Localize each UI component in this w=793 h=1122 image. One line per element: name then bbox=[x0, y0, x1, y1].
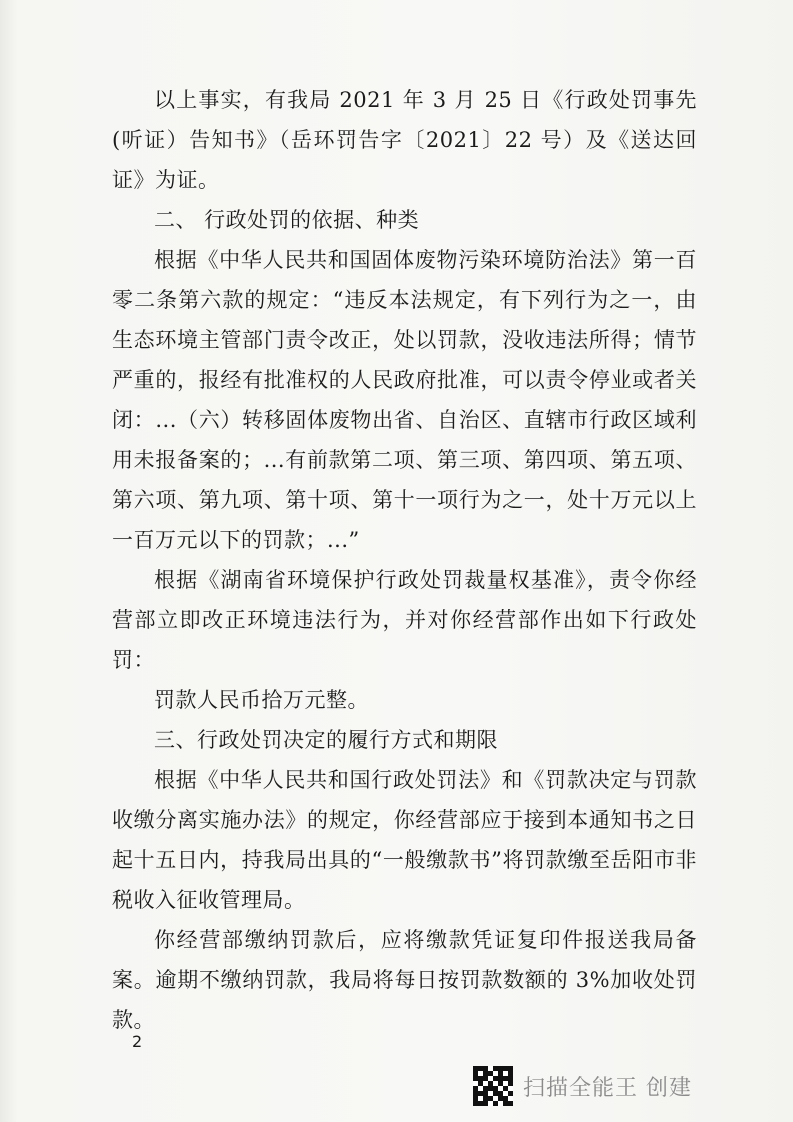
heading-performance: 三、行政处罚决定的履行方式和期限 bbox=[154, 728, 498, 752]
paragraph-payment-method: 根据《中华人民共和国行政处罚法》和《罚款决定与罚款收缴分离实施办法》的规定，你经营部应于接到本通知书之日起十五日内，持我局出具的“一般缴款书”将罚款缴至岳阳市非税收入征收管理局。 bbox=[112, 768, 697, 912]
paragraph-late-payment: 你经营部缴纳罚款后，应将缴款凭证复印件报送我局备案。逾期不缴纳罚款，我局将每日按罚款数额的 3%加收处罚款。 bbox=[112, 928, 697, 1032]
paragraph-penalty-amount: 罚款人民币拾万元整。 bbox=[154, 688, 369, 712]
paragraph-legal-basis: 根据《中华人民共和国固体废物污染环境防治法》第一百零二条第六款的规定：“违反本法规定，有下列行为之一，由生态环境主管部门责令改正，处以罚款，没收违法所得；情节严重的，报经有批准权的人民政府批准，可以责令停业或者关闭：...（六）转移固体废物出省、自治区、直辖市行政区域利用未报备案的；...有前款第二项、第三项、第四项、第五项、第六项、第九项、第十项、第十一项行为之一，处十万元以上一百万元以下的罚款；...” bbox=[112, 248, 697, 552]
document-body bbox=[112, 80, 697, 1040]
paragraph-evidence: 以上事实，有我局 2021 年 3 月 25 日《行政处罚事先(听证）告知书》（岳环罚告字〔2021〕22 号）及《送达回证》为证。 bbox=[112, 88, 697, 192]
paragraph-discretion-basis: 根据《湖南省环境保护行政处罚裁量权基准》，责令你经营部立即改正环境违法行为，并对你经营部作出如下行政处罚： bbox=[112, 568, 697, 672]
page-number: 2 bbox=[132, 1032, 143, 1051]
qr-code-icon bbox=[473, 1066, 513, 1106]
watermark-label: 扫描全能王 创建 bbox=[523, 1075, 692, 1101]
scanner-watermark bbox=[473, 1062, 692, 1110]
heading-basis: 二、 行政处罚的依据、种类 bbox=[154, 208, 420, 232]
